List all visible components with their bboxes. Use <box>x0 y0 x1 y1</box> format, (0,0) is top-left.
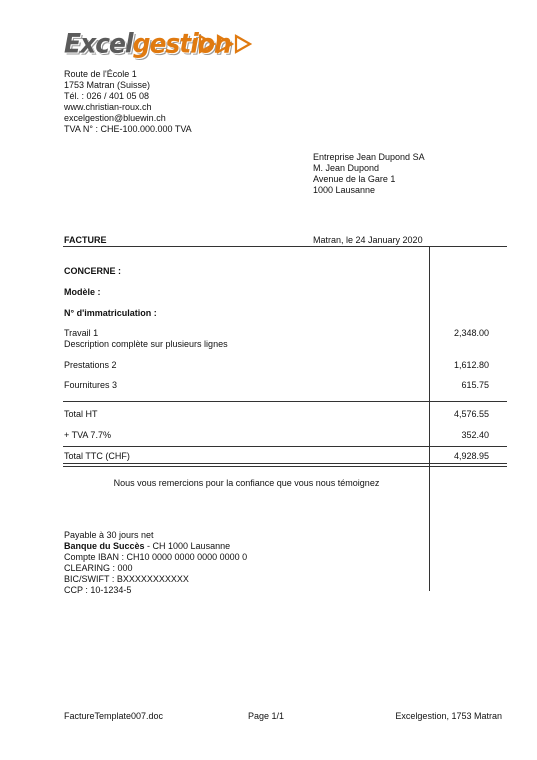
bank-line <box>64 541 247 552</box>
totals-rule <box>63 401 507 402</box>
ttc-double-rule-1 <box>63 463 507 464</box>
header-rule <box>63 246 507 247</box>
modele-label: Modèle : <box>64 287 101 297</box>
payment-terms: Payable à 30 jours net <box>64 530 154 540</box>
total-ttc-value: 4,928.95 <box>453 451 489 461</box>
recipient-line: 1000 Lausanne <box>313 185 376 195</box>
total-ttc-label: Total TTC (CHF) <box>64 451 130 461</box>
item-amount: 2,348.00 <box>453 328 489 338</box>
ttc-double-rule-2 <box>63 466 507 467</box>
concerne-label: CONCERNE : <box>64 266 122 276</box>
footer-page: Page 1/1 <box>248 711 285 721</box>
total-ht-value: 4,576.55 <box>453 409 489 419</box>
recipient-line: Entreprise Jean Dupond SA <box>313 152 425 162</box>
invoice-place-date: Matran, le 24 January 2020 <box>313 235 423 245</box>
immatriculation-label: N° d'immatriculation : <box>64 308 157 318</box>
ttc-top-rule <box>63 446 507 447</box>
address-line: Route de l'École 1 <box>64 69 137 79</box>
item-label: Prestations 2 <box>64 360 117 370</box>
item-label: Travail 1 <box>64 328 99 338</box>
address-line: TVA N° : CHE-100.000.000 TVA <box>64 124 192 134</box>
item-label: Fournitures 3 <box>64 380 118 390</box>
thanks-message: Nous vous remercions pour la confiance que vous nous témoignez <box>113 478 380 488</box>
recipient-address <box>313 152 425 196</box>
invoice-title: FACTURE <box>64 235 107 245</box>
ccp: CCP : 10-1234-5 <box>64 585 132 595</box>
tva-label: + TVA 7.7% <box>64 430 111 440</box>
recipient-line: M. Jean Dupond <box>313 163 380 173</box>
tva-value: 352.40 <box>461 430 489 440</box>
address-line: www.christian-roux.ch <box>64 102 152 112</box>
logo-arrows-icon <box>198 34 254 54</box>
iban: Compte IBAN : CH10 0000 0000 0000 0000 0 <box>64 552 248 562</box>
address-line: excelgestion@bluewin.ch <box>64 113 166 123</box>
bank-name: Banque du Succès <box>64 541 145 551</box>
bic: BIC/SWIFT : BXXXXXXXXXXX <box>64 574 189 584</box>
logo-text-gestion: gestion <box>132 28 231 59</box>
address-line: Tél. : 026 / 401 05 08 <box>64 91 150 101</box>
payment-info <box>64 530 247 596</box>
clearing: CLEARING : 000 <box>64 563 133 573</box>
item-row <box>64 328 228 350</box>
address-line: 1753 Matran (Suisse) <box>64 80 151 90</box>
bank-location: - CH 1000 Lausanne <box>144 541 231 551</box>
item-amount: 615.75 <box>461 380 489 390</box>
recipient-line: Avenue de la Gare 1 <box>313 174 396 184</box>
footer-filename: FactureTemplate007.doc <box>64 711 164 721</box>
total-ht-label: Total HT <box>64 409 98 419</box>
company-logo <box>64 28 254 62</box>
logo-text-excel: Excel <box>64 28 133 59</box>
item-description: Description complète sur plusieurs lignes <box>64 339 228 349</box>
company-address <box>64 69 192 135</box>
footer-company: Excelgestion, 1753 Matran <box>395 711 502 721</box>
item-amount: 1,612.80 <box>453 360 489 370</box>
